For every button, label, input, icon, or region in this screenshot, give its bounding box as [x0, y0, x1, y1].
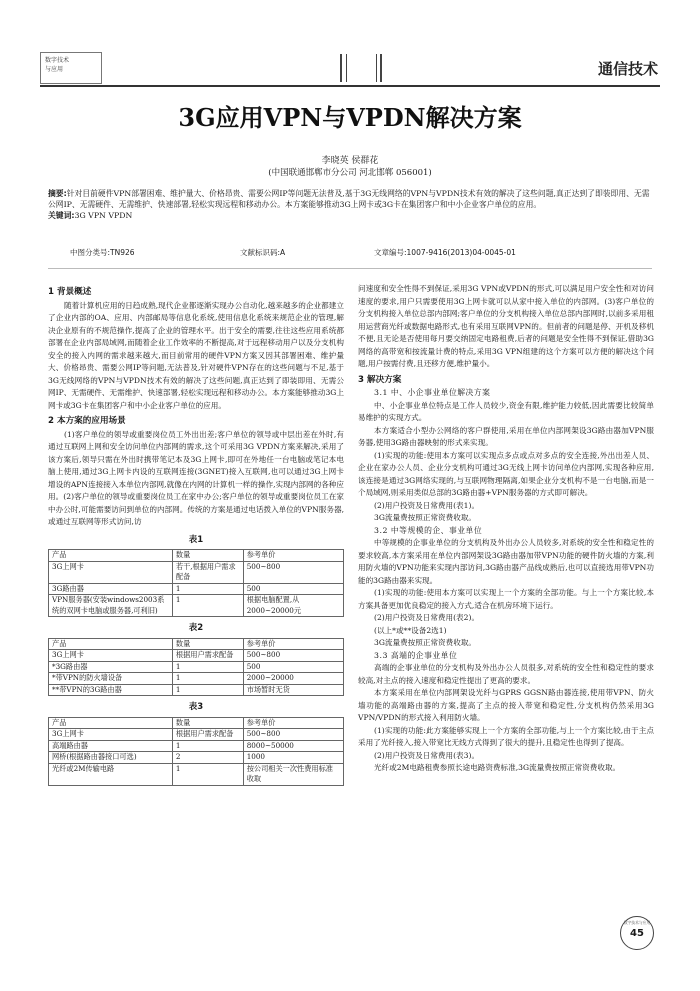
- table-cell: 1: [172, 583, 243, 595]
- table-row: [49, 752, 344, 764]
- article-title: 3G应用VPN与VPDN解决方案: [178, 103, 522, 132]
- table-cell: 光纤或2M传输电路: [49, 763, 173, 785]
- article-number: 文章编号:1007-9416(2013)04-0045-01: [374, 248, 516, 257]
- paragraph: 3G流量费按照正常资费收取。: [374, 638, 477, 647]
- table3: [48, 717, 344, 786]
- table-cell: 2000~20000: [243, 673, 343, 685]
- keywords: [48, 210, 652, 221]
- table-cell: *带VPN的防火墙设备: [49, 673, 173, 685]
- table-cell: 500~800: [243, 650, 343, 662]
- paragraph: 本方案采用在单位内部网架设光纤与GPRS GGSN路由器连接,使用带VPN、防火墙功能的高端路由器的方案,提高了主点的接入带宽和稳定性,分支机构仍然采用3G VPN/VPDN的形式接入利用防火墙。: [358, 688, 654, 722]
- left-column: [48, 283, 344, 790]
- table-header: 产品: [49, 638, 173, 650]
- article-meta: [70, 247, 652, 259]
- table-row: [49, 763, 344, 785]
- header-bar-3: [376, 54, 377, 82]
- table-cell: 高端路由器: [49, 740, 173, 752]
- page-number: 45: [630, 928, 644, 939]
- abstract-block: [48, 188, 652, 221]
- paragraph: (1)客户单位的领导或重要岗位员工外出出差;客户单位的领导或中层出差在外时,有通过互联网上网和安全访问单位内部网的需求,这个可采用3G VPDN方案来解决,采用了该方案后,领导只需在外出时携带笔记本及3G上网卡,即可在外地任一台电脑或笔记本电脑上使用,通过3G上网卡内设的互联网连接(3GNET)接入互联网,也可以通过3G上网卡增设的APN连接接入本单位内部网,就像在内网的计算机一样的操作,实现内部网的各种应用。(2)客户单位的领导或重要岗位员工在家中办公;客户单位的领导或重要岗位员工在家中办公时,可能需要访问到单位的内部网。传统的方案是通过电话拨入单位的VPN服务器,或通过互联网等形式访问,访: [48, 429, 344, 526]
- paragraph: (2)用户投资及日常费用(表3)。: [374, 750, 480, 760]
- heading-scenarios: 2 本方案的应用场景: [48, 416, 126, 426]
- table3-caption: 表3: [188, 702, 204, 712]
- paragraph: (1)实现的功能:使用本方案可以实现点多点或点对多点的安全连接,外出出差人员、企业在家办公人员、企业分支机构可通过3G无线上网卡访问单位内部网,实现各种应用,该连接是通过3G网络实现的,与互联网物理隔离,如果企业分支机构不是一台电脑,而是一个局域网,则采用类似总部的3G路由器+VPN服务器的方式即可解决。: [358, 450, 654, 497]
- subheading-small-units: 3.1 中、小企事业单位解决方案: [374, 388, 491, 397]
- journal-logo: [40, 52, 102, 84]
- table-cell: 根据用户需求配备: [172, 650, 243, 662]
- document-code: 文献标识码:A: [240, 248, 286, 257]
- table-cell: 根据用户需求配备: [172, 729, 243, 741]
- table-header: 参考单价: [243, 550, 343, 562]
- paragraph: 随着计算机应用的日趋成熟,现代企业都逐渐实现办公自动化,越来越多的企业都建立了企业内部的OA、应用、内部邮局等信息化系统,使用信息化系统来规范企业的管理,解决企业原有的不规范操作,提高了企业的管理水平。出于安全的需要,往往这些应用系统都部署在企业内部局域网,而随着企业工作效率的不断提高,对于远程移动用户以及分支机构安全的接入内网的需求越来越大,而目前常用的硬件VPN方案又因其部署困难、维护量大、价格昂贵、需要公网IP等问题,无法普及,针对硬件VPN存在的这些问题与不足,基于3G无线网络的VPN与VPDN技术有效的解决了这些问题,真正达到了即装即用、无需公网IP、无需硬件、无需维护、快速部署,轻松实现远程和移动办公。本方案能够推动3G上网卡或3G卡在集团客户和中小企业客户单位的应用。: [48, 300, 344, 410]
- table-row: [49, 595, 344, 617]
- table-cell: 8000~50000: [243, 740, 343, 752]
- paragraph: 问速度和安全性得不到保证,采用3G VPN或VPDN的形式,可以满足用户安全性和对访问速度的要求,用户只需要使用3G上网卡就可以从家中接入单位的内部网。(3)客户单位的分支机构接入单位总部内部网;客户单位的分支机构接入单位总部内部网时,以前多采用租用运营商光纤或数据电路形式,也有采用互联网VPN的。但前者的问题是停、开机及移机不便,且无论是否使用每月要交纳固定电路租费,后者的问题是安全性得不到保证,借助3G网络的高带宽和按流量计费的特点,采用3G VPN组建的这个方案可以方便的解决这个问题,用户按需付费,且还移方便,维护量小。: [358, 284, 654, 368]
- table-header: 产品: [49, 550, 173, 562]
- table-header: 数量: [172, 717, 243, 729]
- table-row: [49, 729, 344, 741]
- separator: [48, 268, 652, 269]
- abstract: [48, 188, 652, 210]
- keywords-text: 3G VPN VPDN: [74, 211, 133, 220]
- table2: [48, 638, 344, 697]
- right-column: [358, 283, 654, 775]
- paragraph: (1)实现的功能:此方案能够实现上一个方案的全部功能,与上一个方案比较,由于主点采用了光纤接入,接入带宽比无线方式得到了很大的提升,且稳定性也得到了提高。: [358, 725, 654, 747]
- table-header: 参考单价: [243, 638, 343, 650]
- paragraph: (2)用户投资及日常费用(表2)。: [374, 613, 480, 622]
- header-bar-4: [380, 54, 382, 82]
- subheading-high-end-units: 3.3 高端的企事业单位: [374, 650, 458, 660]
- table-cell: 网桥(根据路由器接口可选): [49, 752, 173, 764]
- header-rule: [40, 85, 660, 87]
- table-cell: 1: [172, 684, 243, 696]
- paragraph: 3G流量费按照正常资费收取。: [374, 513, 477, 522]
- table-header: 产品: [49, 717, 173, 729]
- table-cell: 500~800: [243, 561, 343, 583]
- clc-number: 中图分类号:TN926: [70, 248, 135, 257]
- table-row: [49, 673, 344, 685]
- abstract-label: 摘要:: [48, 189, 67, 198]
- table-cell: 市场暂时无货: [243, 684, 343, 696]
- table-cell: 1000: [243, 752, 343, 764]
- table-cell: 500: [243, 583, 343, 595]
- table-cell: 3G上网卡: [49, 650, 173, 662]
- table1-caption: 表1: [188, 534, 204, 545]
- table-cell: 1: [172, 763, 243, 785]
- badge-ring-text: 数字技术与应用: [623, 920, 651, 925]
- paragraph: (2)用户投资及日常费用(表1)。: [374, 500, 480, 510]
- table-cell: 1: [172, 595, 243, 617]
- abstract-text: 针对目前硬件VPN部署困难、维护量大、价格昂贵、需要公网IP等问题无法普及,基于3G无线网络的VPN与VPDN技术有效的解决了这些问题,真正达到了即装即用、无需公网IP、无需硬件、无需维护、快速部署,轻松实现远程和移动办公。本方案能够推动3G上网卡或3G卡在集团客户和中小企业客户单位的应用。: [48, 189, 650, 209]
- table-cell: 按公司相关一次性费用标准收取: [243, 763, 343, 785]
- keywords-label: 关键词:: [48, 211, 75, 220]
- table-cell: 3G上网卡: [49, 561, 173, 583]
- article-authors: 李晓英 侯群花: [321, 156, 379, 166]
- table-cell: 1: [172, 661, 243, 673]
- page-header: [40, 52, 660, 86]
- table-cell: 1: [172, 673, 243, 685]
- table1: [48, 549, 344, 617]
- table-header: 数量: [172, 638, 243, 650]
- table-cell: 2: [172, 752, 243, 764]
- logo-line1: 数字技术: [45, 57, 70, 64]
- table2-caption: 表2: [188, 623, 204, 633]
- paragraph: 高端的企事业单位的分支机构及外出办公人员很多,对系统的安全性和稳定性的要求较高,对主点的接入速度和稳定性提出了更高的要求。: [358, 663, 654, 685]
- table-cell: 3G上网卡: [49, 729, 173, 741]
- header-bar-2: [346, 54, 347, 82]
- paragraph: (以上*或**设备2选1): [374, 625, 447, 635]
- paragraph: 光纤或2M电路租费参照长途电路资费标准,3G流量费按照正常资费收取。: [374, 763, 621, 772]
- page-number-badge: [620, 916, 654, 950]
- table-row: [49, 583, 344, 595]
- table-cell: 500: [243, 661, 343, 673]
- paragraph: 中、小企事业单位特点是工作人员较少,资金有限,维护能力较低,因此需要比较简单易维护的实现方式。: [358, 400, 654, 422]
- table-cell: 若干,根据用户需求配备: [172, 561, 243, 583]
- paragraph: 本方案适合小型办公网络的客户群使用,采用在单位内部网架设3G路由器加VPN服务器,使用3G路由器映射的形式来实现。: [358, 425, 654, 447]
- table-row: [49, 661, 344, 673]
- header-bar-1: [340, 54, 342, 82]
- heading-background: 1 背景概述: [48, 287, 92, 297]
- section-title: 通信技术: [597, 60, 658, 78]
- table-header: 数量: [172, 550, 243, 562]
- table-cell: 1: [172, 740, 243, 752]
- table-row: [49, 650, 344, 662]
- table-row: [49, 740, 344, 752]
- table-header: 参考单价: [243, 717, 343, 729]
- paragraph: (1)实现的功能:使用本方案可以实现上一个方案的全部功能。与上一个方案比较,本方案具备更加优良稳定的接入方式,适合在机房环境下运行。: [358, 588, 654, 610]
- table-row: [49, 684, 344, 696]
- table-row: [49, 561, 344, 583]
- subheading-medium-units: 3.2 中等规模的企、事业单位: [374, 525, 483, 535]
- table-cell: VPN服务器(安装windows2003系统的双网卡电脑或服务器,可利旧): [49, 595, 173, 617]
- article-affiliation: (中国联通邯郸市分公司 河北邯郸 056001): [268, 168, 432, 178]
- table-cell: 根据电脑配置,从2000~20000元: [243, 595, 343, 617]
- table-cell: 3G路由器: [49, 583, 173, 595]
- heading-solution: 3 解决方案: [358, 374, 402, 385]
- table-cell: *3G路由器: [49, 661, 173, 673]
- logo-line2: 与应用: [45, 66, 64, 73]
- table-cell: **带VPN的3G路由器: [49, 684, 173, 696]
- paragraph: 中等规模的企事业单位的分支机构及外出办公人员较多,对系统的安全性和稳定性的要求较高,本方案采用在单位内部网架设3G路由器加带VPN功能的硬件防火墙的方案,利用防火墙的VPN功能来实现内部访问,3G路由器产品线成熟后,也可以直接选用带VPN功能的3G路由器来实现。: [358, 538, 654, 585]
- table-cell: 500~800: [243, 729, 343, 741]
